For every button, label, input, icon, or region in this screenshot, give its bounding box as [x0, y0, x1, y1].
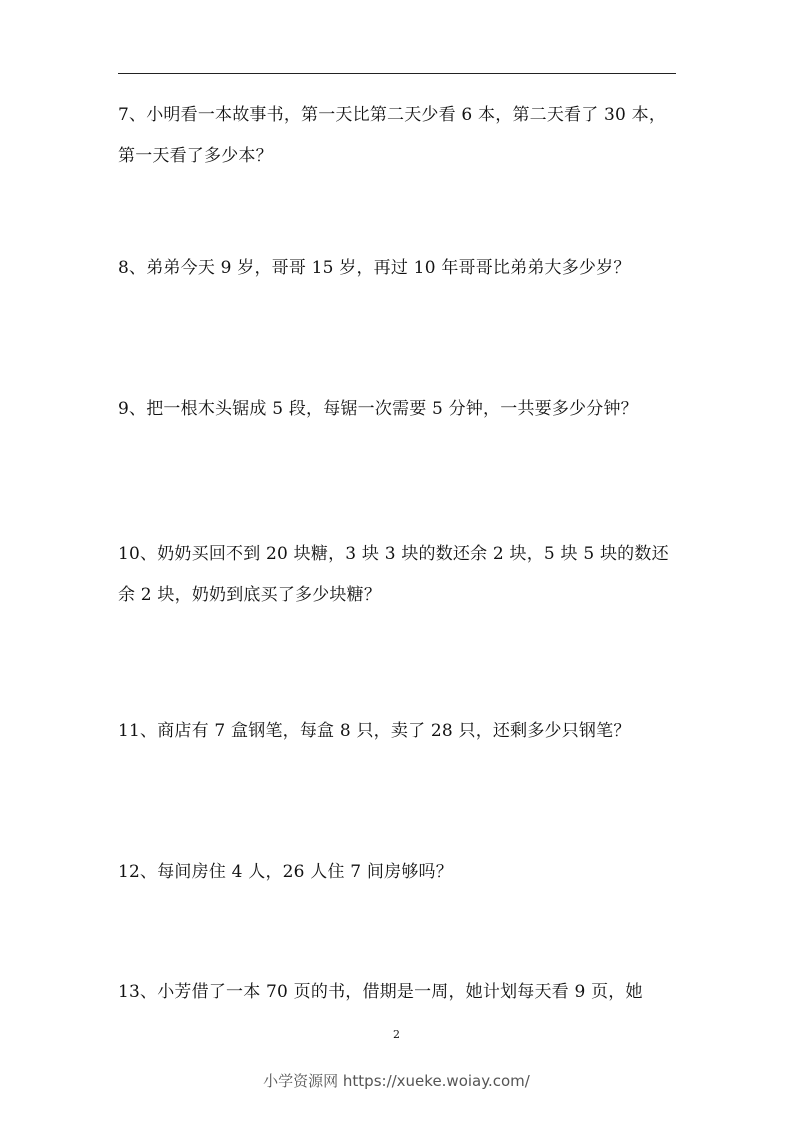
question-line: 10、奶奶买回不到 20 块糖，3 块 3 块的数还余 2 块，5 块 5 块的数还: [118, 544, 669, 564]
question-line: 11、商店有 7 盒钢笔，每盒 8 只，卖了 28 只，还剩多少只钢笔？: [118, 721, 631, 741]
question-8: [118, 248, 678, 289]
question-line: 8、弟弟今天 9 岁，哥哥 15 岁，再过 10 年哥哥比弟弟大多少岁？: [118, 258, 631, 278]
header-rule: [118, 73, 676, 74]
question-line: 9、把一根木头锯成 5 段，每锯一次需要 5 分钟，一共要多少分钟？: [118, 399, 638, 419]
question-line: 第一天看了多少本？: [118, 146, 273, 166]
question-11: [118, 711, 678, 752]
question-12: [118, 852, 678, 893]
question-line: 12、每间房住 4 人，26 人住 7 间房够吗？: [118, 862, 453, 882]
question-line: 余 2 块，奶奶到底买了多少块糖？: [118, 585, 382, 605]
question-9: [118, 389, 678, 430]
question-line: 13、小芳借了一本 70 页的书，借期是一周，她计划每天看 9 页，她: [118, 982, 643, 1002]
question-10: [118, 534, 678, 616]
question-7: [118, 95, 678, 177]
question-13: [118, 972, 678, 1013]
footer-site-text: 小学资源网 https://xueke.woiay.com/: [263, 1072, 530, 1090]
question-line: 7、小明看一本故事书，第一天比第二天少看 6 本，第二天看了 30 本，: [118, 105, 667, 125]
page-number: 2: [393, 1028, 400, 1041]
